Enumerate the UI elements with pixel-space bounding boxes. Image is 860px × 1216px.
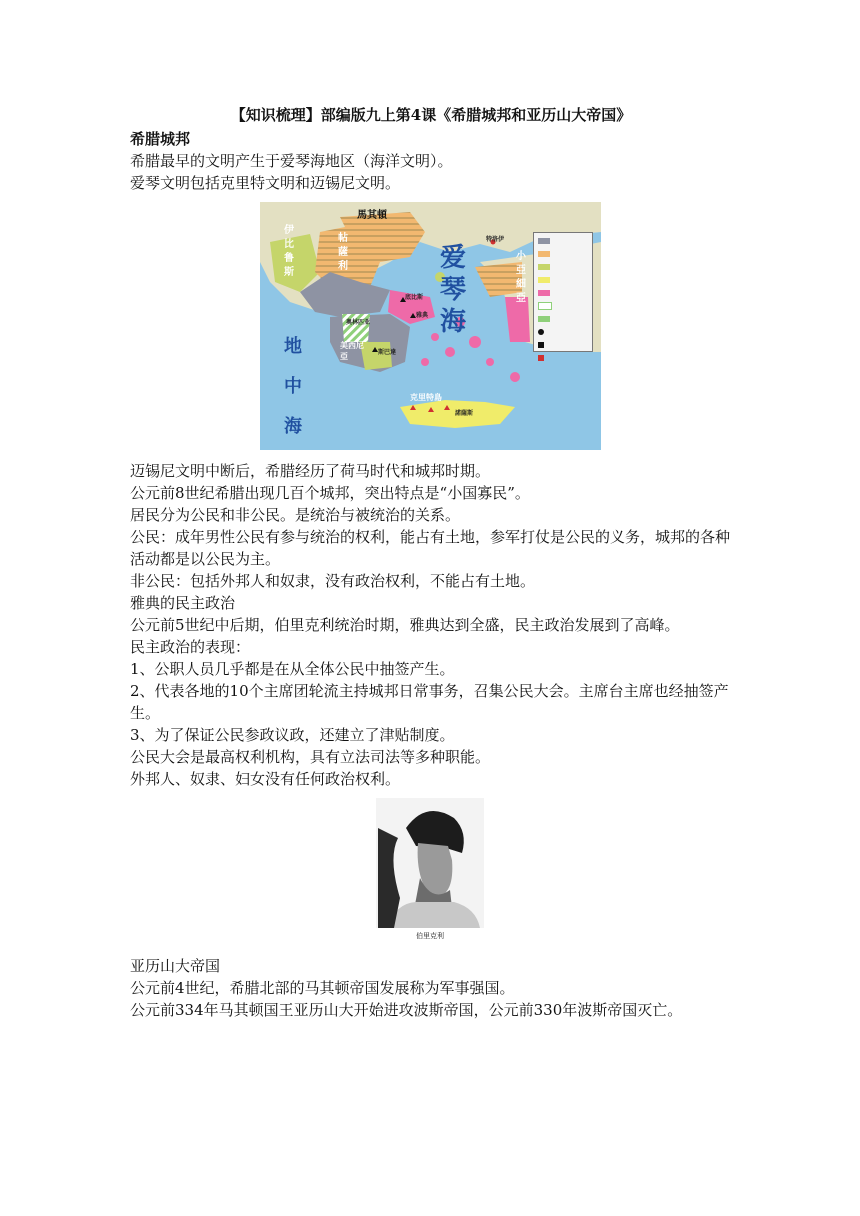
map-legend — [533, 232, 593, 352]
map-label-thessaly: 帖薩利 — [338, 233, 348, 272]
paragraph: 1、公职人员几乎都是在从全体公民中抽签产生。 — [130, 660, 455, 678]
bust-icon — [376, 798, 484, 928]
paragraph: 公元前5世纪中后期，伯里克利统治时期，雅典达到全盛，民主政治发展到了高峰。 — [130, 616, 680, 634]
portrait-caption: 伯里克利 — [416, 932, 444, 940]
paragraph: 希腊最早的文明产生于爱琴海地区（海洋文明）。 — [130, 152, 453, 170]
section-heading-greek-city-states: 希腊城邦 — [130, 130, 191, 148]
map-label-epirus: 伊比鲁斯 — [284, 225, 294, 278]
paragraph: 公元前4世纪，希腊北部的马其顿帝国发展称为军事强国。 — [130, 979, 515, 997]
paragraph: 迈锡尼文明中断后，希腊经历了荷马时代和城邦时期。 — [130, 462, 491, 480]
paragraph: 非公民：包括外邦人和奴隶，没有政治权利，不能占有土地。 — [130, 572, 536, 590]
ancient-greece-map — [260, 202, 601, 450]
map-label-thebes: 底比斯 — [405, 294, 424, 301]
map-label-troy: 特洛伊 — [486, 236, 505, 243]
paragraph: 3、为了保证公民参政议政，还建立了津贴制度。 — [130, 726, 455, 744]
section-heading-athenian-democracy: 雅典的民主政治 — [130, 594, 236, 612]
paragraph: 公民大会是最高权利机构，具有立法司法等多种职能。 — [130, 748, 491, 766]
map-label-asia-minor: 小亞細亞 — [516, 251, 526, 304]
map-label-mediterranean: 地中海 — [284, 336, 302, 437]
pericles-portrait-figure — [376, 798, 484, 941]
map-label-crete: 克里特島 — [410, 392, 442, 402]
map-label-olympia: 奥林匹亚 — [346, 319, 371, 326]
paragraph: 公民：成年男性公民有参与统治的权利，能占有土地，参军打仗是公民的义务，城邦的各种活动都是以公民为主。 — [130, 528, 731, 568]
paragraph: 2、代表各地的10个主席团轮流主持城邦日常事务，召集公民大会。主席台主席也经抽签产生。 — [130, 682, 729, 722]
map-label-aegean-sea: 爱琴海 — [440, 243, 467, 337]
paragraph: 爱琴文明包括克里特文明和迈锡尼文明。 — [130, 174, 401, 192]
paragraph: 外邦人、奴隶、妇女没有任何政治权利。 — [130, 770, 401, 788]
paragraph: 公元前8世纪希腊出现几百个城邦，突出特点是“小国寡民”。 — [130, 484, 530, 502]
map-label-macedonia: 馬其頓 — [357, 210, 387, 221]
document-page — [130, 104, 732, 1021]
map-label-athens: 雅典 — [416, 312, 429, 319]
section-heading-alexander-empire: 亚历山大帝国 — [130, 957, 221, 975]
paragraph: 公元前334年马其顿国王亚历山大开始进攻波斯帝国，公元前330年波斯帝国灭亡。 — [130, 1001, 683, 1019]
paragraph: 民主政治的表现： — [130, 638, 251, 656]
map-label-knossos: 諾薩斯 — [455, 410, 474, 417]
map-label-messenia: 美西尼亞 — [340, 340, 364, 361]
map-label-sparta: 斯巴達 — [378, 349, 397, 356]
paragraph: 居民分为公民和非公民。是统治与被统治的关系。 — [130, 506, 461, 524]
document-title: 【知识梳理】部编版九上第4课《希腊城邦和亚历山大帝国》 — [230, 106, 632, 124]
pericles-portrait-image — [376, 798, 484, 928]
